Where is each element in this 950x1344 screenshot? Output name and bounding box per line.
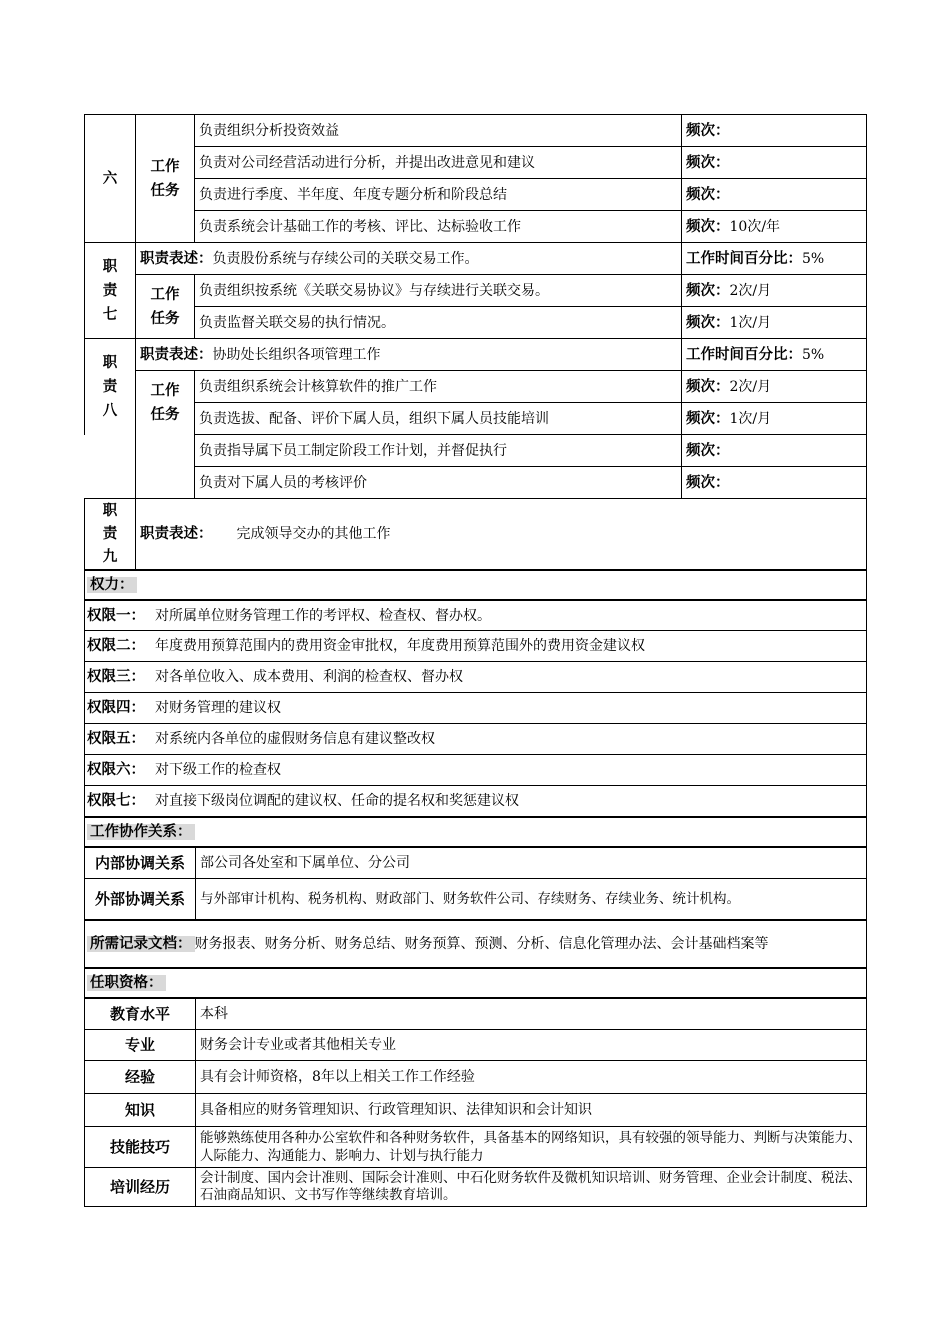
duty7-task-label-text: 工作任务 <box>150 286 180 327</box>
duty8-task-3-freq <box>682 435 867 467</box>
coop-table <box>84 816 867 920</box>
freq-label: 频次： <box>686 186 730 203</box>
coop-title-cell <box>85 817 867 847</box>
duty7-task-label <box>136 275 195 339</box>
power-item <box>85 693 867 724</box>
pct-label: 工作时间百分比： <box>686 346 802 363</box>
qual-label: 经验 <box>85 1061 196 1094</box>
records-table <box>84 919 867 968</box>
duty6-task-3: 负责进行季度、半年度、年度专题分析和阶段总结 <box>195 179 682 211</box>
freq-value: 2次/月 <box>729 282 772 299</box>
duty8-task-2: 负责选拔、配备、评价下属人员，组织下属人员技能培训 <box>195 403 682 435</box>
qual-label: 技能技巧 <box>85 1127 196 1168</box>
freq-label: 频次： <box>686 378 730 395</box>
coop-title: 工作协作关系： <box>87 824 195 840</box>
power-label: 权限三： <box>87 669 145 685</box>
qual-text: 会计制度、国内会计准则、国际会计准则、中石化财务软件及微机知识培训、财务管理、企业会计制度、税法、石油商品知识、文书写作等继续教育培训。 <box>196 1168 867 1207</box>
power-title: 权力： <box>87 577 137 593</box>
qual-title-cell <box>85 968 867 998</box>
power-item <box>85 755 867 786</box>
duty8-description <box>136 339 682 371</box>
power-text: 对财务管理的建议权 <box>155 700 281 716</box>
duty6-task-1: 负责组织分析投资效益 <box>195 115 682 147</box>
duty8-task-4-freq <box>682 467 867 499</box>
freq-label: 频次： <box>686 314 730 331</box>
duty8-task-2-freq <box>682 403 867 435</box>
records-text: 财务报表、财务分析、财务总结、财务预算、预测、分析、信息化管理办法、会计基础档案等 <box>194 935 769 952</box>
duty9-description <box>136 499 867 570</box>
duty8-task-1-freq <box>682 371 867 403</box>
duty6-task-label <box>136 115 195 243</box>
duty9-number <box>85 499 136 570</box>
duty6-task-3-freq <box>682 179 867 211</box>
duty6-task-4-freq <box>682 211 867 243</box>
qual-text: 具备相应的财务管理知识、行政管理知识、法律知识和会计知识 <box>196 1094 867 1127</box>
qual-label: 知识 <box>85 1094 196 1127</box>
duty7-task-2: 负责监督关联交易的执行情况。 <box>195 307 682 339</box>
duty6-task-4: 负责系统会计基础工作的考核、评比、达标验收工作 <box>195 211 682 243</box>
desc-label: 职责表述： <box>140 250 213 267</box>
records-label: 所需记录文档： <box>87 936 195 952</box>
power-item <box>85 600 867 631</box>
desc-text: 完成领导交办的其他工作 <box>236 526 391 542</box>
qual-title: 任职资格： <box>87 975 166 991</box>
duty6-task-2-freq <box>682 147 867 179</box>
external-label: 外部协调关系 <box>85 879 196 920</box>
duty6-number: 六 <box>85 115 136 243</box>
freq-label: 频次： <box>686 154 730 171</box>
duty8-percent <box>682 339 867 371</box>
duty7-task-2-freq <box>682 307 867 339</box>
duty7-number-text: 职责七 <box>102 258 118 323</box>
power-title-cell <box>85 570 867 600</box>
duty8-task-label <box>136 371 195 435</box>
power-text: 年度费用预算范围内的费用资金审批权，年度费用预算范围外的费用资金建议权 <box>155 638 645 654</box>
duty8-number <box>85 339 136 435</box>
power-label: 权限五： <box>87 731 145 747</box>
power-item <box>85 662 867 693</box>
desc-text: 负责股份系统与存续公司的关联交易工作。 <box>212 250 479 267</box>
freq-label: 频次： <box>686 410 730 427</box>
blank-cell <box>85 435 136 467</box>
power-label: 权限二： <box>87 638 145 654</box>
duty8-number-text: 职责八 <box>102 354 118 419</box>
qual-label: 培训经历 <box>85 1168 196 1207</box>
internal-text: 部公司各处室和下属单位、分公司 <box>196 847 867 879</box>
power-label: 权限六： <box>87 762 145 778</box>
qual-text: 本科 <box>196 998 867 1030</box>
qual-label: 教育水平 <box>85 998 196 1030</box>
power-label: 权限四： <box>87 700 145 716</box>
duty8-task-4: 负责对下属人员的考核评价 <box>195 467 682 499</box>
duty8-task-label-text: 工作任务 <box>150 382 180 423</box>
power-text: 对各单位收入、成本费用、利润的检查权、督办权 <box>155 669 463 685</box>
external-text: 与外部审计机构、税务机构、财政部门、财务软件公司、存续财务、存续业务、统计机构。 <box>196 879 867 920</box>
duties-table <box>84 114 867 499</box>
power-label: 权限七： <box>87 793 145 809</box>
freq-value: 1次/月 <box>729 410 772 427</box>
duty6-task-1-freq <box>682 115 867 147</box>
duty8-task-3: 负责指导属下员工制定阶段工作计划，并督促执行 <box>195 435 682 467</box>
blank-cell <box>136 435 195 467</box>
pct-value: 5% <box>802 250 825 267</box>
desc-text: 协助处长组织各项管理工作 <box>212 346 381 363</box>
power-text: 对系统内各单位的虚假财务信息有建议整改权 <box>155 731 435 747</box>
freq-label: 频次： <box>686 474 730 491</box>
blank-cell <box>136 467 195 499</box>
freq-label: 频次： <box>686 218 730 235</box>
power-text: 对所属单位财务管理工作的考评权、检查权、督办权。 <box>155 607 491 624</box>
freq-value: 10次/年 <box>729 218 781 235</box>
qual-text: 能够熟练使用各种办公室软件和各种财务软件，具备基本的网络知识，具有较强的领导能力、判断与决策能力、人际能力、沟通能力、影响力、计划与执行能力 <box>196 1127 867 1168</box>
duty7-task-1-freq <box>682 275 867 307</box>
internal-label: 内部协调关系 <box>85 847 196 879</box>
qual-table <box>84 967 867 1207</box>
qual-text: 财务会计专业或者其他相关专业 <box>196 1030 867 1061</box>
duty7-description <box>136 243 682 275</box>
qual-label: 专业 <box>85 1030 196 1061</box>
pct-value: 5% <box>802 346 825 363</box>
power-item <box>85 631 867 662</box>
power-text: 对下级工作的检查权 <box>155 762 281 778</box>
duty9-number-text: 职责九 <box>102 502 118 565</box>
duty7-number <box>85 243 136 339</box>
desc-label: 职责表述： <box>140 346 213 363</box>
duty6-task-2: 负责对公司经营活动进行分析，并提出改进意见和建议 <box>195 147 682 179</box>
power-item <box>85 786 867 817</box>
freq-value: 2次/月 <box>729 378 772 395</box>
records-cell <box>85 920 867 968</box>
duty7-task-1: 负责组织按系统《关联交易协议》与存续进行关联交易。 <box>195 275 682 307</box>
duty8-task-1: 负责组织系统会计核算软件的推广工作 <box>195 371 682 403</box>
freq-value: 1次/月 <box>729 314 772 331</box>
pct-label: 工作时间百分比： <box>686 250 802 267</box>
freq-label: 频次： <box>686 442 730 459</box>
qual-text: 具有会计师资格，8年以上相关工作工作经验 <box>196 1061 867 1094</box>
job-description-page <box>84 114 866 1207</box>
desc-label: 职责表述： <box>140 526 213 542</box>
power-item <box>85 724 867 755</box>
blank-cell <box>85 467 136 499</box>
duty9-table <box>84 498 867 570</box>
duty6-task-label-text: 工作任务 <box>150 158 180 199</box>
power-text: 对直接下级岗位调配的建议权、任命的提名权和奖惩建议权 <box>155 793 519 809</box>
duty7-percent <box>682 243 867 275</box>
freq-label: 频次： <box>686 122 730 139</box>
power-label: 权限一： <box>87 607 145 624</box>
power-table <box>84 569 867 817</box>
freq-label: 频次： <box>686 282 730 299</box>
